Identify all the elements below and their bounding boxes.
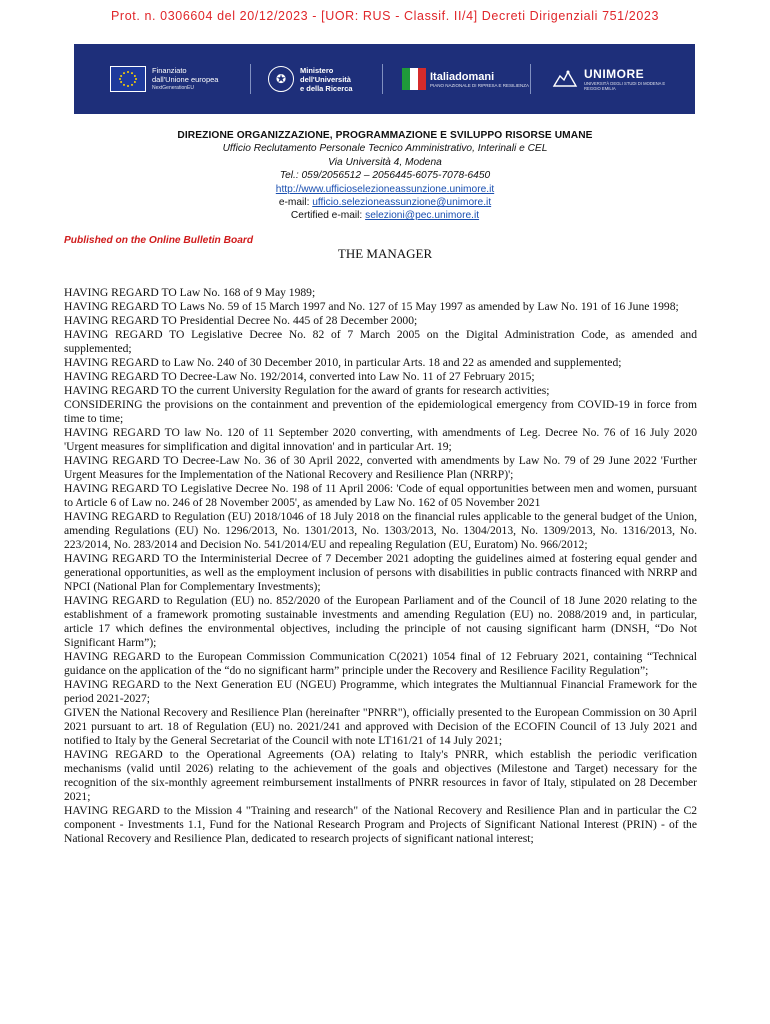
italiadomani-title: Italiadomani (430, 70, 495, 83)
certified-email-label: Certified e-mail: (290, 210, 366, 222)
certified-email-link[interactable]: selezioni@pec.unimore.it (365, 210, 480, 222)
published-notice: Published on the Online Bulletin Board (64, 235, 254, 246)
body-paragraph: HAVING REGARD TO Legislative Decree No. 198 of 11 April 2006: 'Code of equal opportunities between men and women, pursuant to Article 6 of Law no. 246 of 28 November 2005', as amended by Law No. 162 of 05 November 2021 (64, 482, 697, 509)
mur-line1: Ministero (300, 65, 334, 75)
office-name: Ufficio Reclutamento Personale Tecnico Amministrativo, Interinali e CEL (222, 143, 548, 155)
body-paragraph: HAVING REGARD TO law No. 120 of 11 September 2020 converting, with amendments of Leg. Decree No. 76 of 16 July 2020 'Urgent measures for simplification and digital innovation' and in particular Art. 19; (64, 426, 697, 453)
protocol-stamp: Prot. n. 0306604 del 20/12/2023 - [UOR: RUS - Classif. II/4] Decreti Dirigenziali 751/2023 (111, 9, 659, 23)
document-title: THE MANAGER (337, 246, 433, 261)
italian-republic-emblem-icon: ✪ (268, 66, 294, 92)
office-address: Via Università 4, Modena (328, 156, 442, 168)
document-body (64, 286, 697, 846)
body-paragraph: HAVING REGARD TO Legislative Decree No. 82 of 7 March 2005 on the Digital Administration Code, as amended and supplemented; (64, 328, 697, 355)
mur-line3: e della Ricerca (300, 83, 353, 93)
banner-divider (530, 64, 531, 94)
body-paragraph: HAVING REGARD TO Decree-Law No. 192/2014, converted into Law No. 11 of 27 February 2015; (64, 370, 535, 383)
body-paragraph: HAVING REGARD to the European Commission Communication C(2021) 1054 final of 12 February 2021, containing “Technical guidance on the application of the “do no significant harm” principle under the Recovery and Resilience Facility Regulation”; (64, 650, 697, 677)
mur-line2: dell'Università (300, 74, 351, 84)
unimore-subtitle: UNIVERSITÀ DEGLI STUDI DI MODENA E REGGIO EMILIA (584, 81, 666, 91)
eu-line2: dall'Unione europea (152, 74, 219, 84)
body-paragraph: HAVING REGARD TO Decree-Law No. 36 of 30 April 2022, converted with amendments by Law No. 79 of 29 June 2022 'Further Urgent Measures for the Implementation of the National Recovery and Resilience Plan (NRRP)'; (64, 454, 697, 481)
eu-flag-icon (110, 66, 146, 92)
funding-banner (74, 44, 695, 114)
italiadomani-logo (402, 44, 529, 114)
unimore-logo (552, 44, 670, 114)
body-paragraph: HAVING REGARD to the Operational Agreements (OA) relating to Italy's PNRR, which establish the periodic verification mechanisms (valid until 2026) relating to the achievement of the goals and objectives (Milestone and Target) necessary for the recognition of the six-monthly agreement reimbursement installments of PNRR resources in favor of Italy, stipulated on 28 December 2021; (64, 748, 697, 803)
email-link[interactable]: ufficio.selezioneassunzione@unimore.it (312, 197, 492, 209)
italian-flag-icon (402, 68, 426, 90)
body-paragraph: GIVEN the National Recovery and Resilience Plan (hereinafter "PNRR"), officially presented to the European Commission on 30 April 2021 pursuant to art. 18 of Regulation (EU) no. 2021/241 and approved with Decision of the ECOFIN Council of 13 July 2021 and notified to Italy by the General Secretariat of the Council with note LT161/21 of 14 July 2021; (64, 706, 697, 747)
body-paragraph: HAVING REGARD TO Presidential Decree No. 445 of 28 December 2000; (64, 314, 418, 327)
body-paragraph: HAVING REGARD to Law No. 240 of 30 December 2010, in particular Arts. 18 and 22 as amended and supplemented; (64, 356, 622, 369)
eu-line1: Finanziato (152, 65, 187, 75)
body-paragraph: HAVING REGARD TO the Interministerial Decree of 7 December 2021 adopting the guidelines aimed at fostering equal gender and generational opportunities, as well as the employment inclusion of persons with disabilities in public contracts financed with NRRP and NPCI (National Plan for Complementary Investments); (64, 552, 697, 593)
body-paragraph: HAVING REGARD to Regulation (EU) no. 852/2020 of the European Parliament and of the Council of 18 June 2020 relating to the establishment of a framework promoting sustainable investments and amending Regulation (EU) no. 2088/2019 and, in particular, article 17 which defines the environmental objectives, including the principle of not causing significant harm (DNSH, “Do Not Significant Harm”); (64, 594, 697, 649)
italiadomani-subtitle: PIANO NAZIONALE DI RIPRESA E RESILIENZA (430, 82, 530, 88)
office-header (0, 129, 770, 223)
email-label: e-mail: (278, 197, 313, 209)
eu-logo (110, 44, 218, 114)
body-paragraph: HAVING REGARD TO Laws No. 59 of 15 March 1997 and No. 127 of 15 May 1997 as amended by Law No. 191 of 16 June 1998; (64, 300, 679, 313)
body-paragraph: HAVING REGARD to Regulation (EU) 2018/1046 of 18 July 2018 on the financial rules applicable to the general budget of the Union, amending Regulations (EU) No. 1296/2013, No. 1301/2013, No. 1303/2013, No. 1304/2013, No. 1309/2013, No. 1316/2013, No. 223/2014, No. 283/2014 and Decision No. 541/2014/EU and repealing Regulation (EU, Euratom) No. 966/2012; (64, 510, 697, 551)
office-phone: Tel.: 059/2056512 – 2056445-6075-7078-6450 (279, 170, 491, 182)
eu-line3: NextGenerationEU (152, 84, 194, 91)
body-paragraph: CONSIDERING the provisions on the containment and prevention of the epidemiological emergency from COVID-19 in force from time to time; (64, 398, 697, 425)
body-paragraph: HAVING REGARD to the Mission 4 "Training and research" of the National Recovery and Resilience Plan and in particular the C2 component - Investments 1.1, Fund for the National Research Program and Projects of Significant National Interest (PRIN) - of the National Recovery and Resilience Plan, dedicated to research projects of significant national interest; (64, 804, 697, 845)
body-paragraph: HAVING REGARD TO the current University Regulation for the award of grants for research activities; (64, 384, 550, 397)
department-name: DIREZIONE ORGANIZZAZIONE, PROGRAMMAZIONE E SVILUPPO RISORSE UMANE (177, 130, 593, 141)
website-link[interactable]: http://www.ufficioselezioneassunzione.unimore.it (275, 183, 495, 195)
banner-divider (382, 64, 383, 94)
mur-logo (268, 44, 353, 114)
banner-divider (250, 64, 251, 94)
unimore-name: UNIMORE (584, 67, 645, 81)
body-paragraph: HAVING REGARD TO Law No. 168 of 9 May 1989; (64, 286, 316, 299)
unimore-mark-icon (552, 68, 578, 90)
body-paragraph: HAVING REGARD to the Next Generation EU (NGEU) Programme, which integrates the Multiannual Financial Framework for the period 2021-2027; (64, 678, 697, 705)
